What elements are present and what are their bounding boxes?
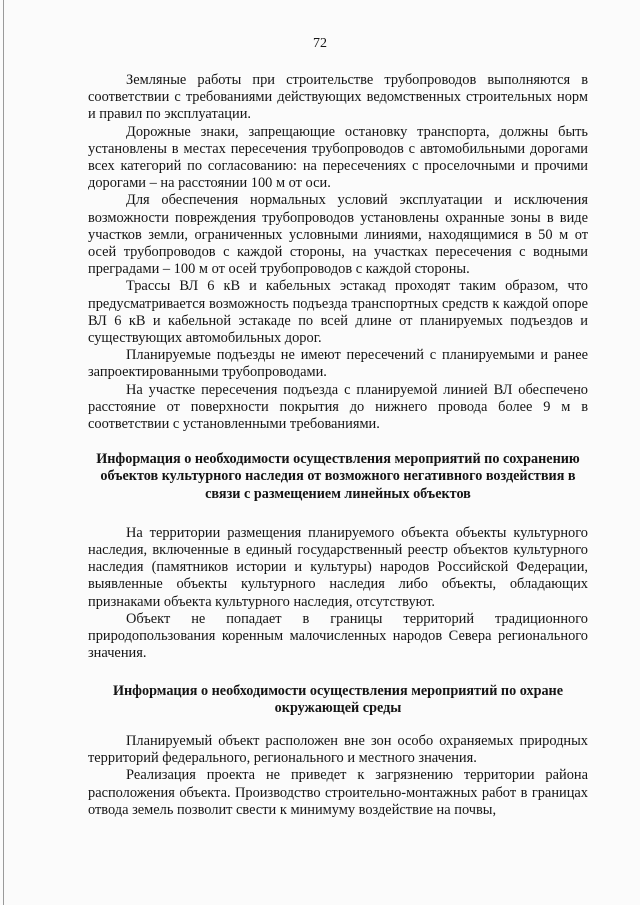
paragraph-project-impact: Реализация проекта не приведет к загрязнению территории района расположения объекта. Производство строительно-монтажных работ в границах отвода земель позволит свести к минимуму воздействие на почвы, <box>88 767 588 818</box>
paragraph-access-roads: Планируемые подъезды не имеют пересечений с планируемыми и ранее запроектированными трубопроводами. <box>88 347 588 381</box>
paragraph-cultural-objects: На территории размещения планируемого объекта объекты культурного наследия, включенные в единый государственный реестр объектов культурного наследия (памятников истории и культуры) народов Российской Федерации, выявленные объекты культурного наследия либо объекты, обладающих признаками объекта культурного наследия, отсутствуют. <box>88 524 588 610</box>
paragraph-road-signs: Дорожные знаки, запрещающие остановку транспорта, должны быть установлены в местах пересечения трубопроводов с автомобильными дорогами всех категорий по согласованию: на пересечениях с проселочными и прочими дорогами – на расстоянии 100 м от оси. <box>88 123 588 192</box>
page-content <box>88 72 588 819</box>
paragraph-earthworks: Земляные работы при строительстве трубопроводов выполняются в соответствии с требованиями действующих ведомственных строительных норм и правил по эксплуатации. <box>88 72 588 123</box>
paragraph-traditional-land-use: Объект не попадает в границы территорий традиционного природопользования коренным малочисленных народов Севера регионального значения. <box>88 610 588 662</box>
heading-cultural-heritage: Информация о необходимости осуществления мероприятий по сохранению объектов культурного наследия от возможного негативного воздействия в связи с размещением линейных объектов <box>96 451 580 502</box>
paragraph-crossing-clearance: На участке пересечения подъезда с планируемой линией ВЛ обеспечено расстояние от поверхности покрытия до нижнего провода более 9 м в соответствии с установленными требованиями. <box>88 381 588 433</box>
heading-environment-protection: Информация о необходимости осуществления мероприятий по охране окружающей среды <box>112 682 564 716</box>
page-number: 72 <box>313 36 327 51</box>
paragraph-protection-zones: Для обеспечения нормальных условий эксплуатации и исключения возможности повреждения трубопроводов установлены охранные зоны в виде участков земли, ограниченных условными линиями, находящимися в 50 м от осей трубопроводов с каждой стороны, на участках пересечения с водными преградами – 100 м от осей трубопроводов с каждой стороны. <box>88 192 588 278</box>
paragraph-power-lines: Трассы ВЛ 6 кВ и кабельных эстакад проходят таким образом, что предусматривается возможность подъезда транспортных средств к каждой опоре ВЛ 6 кВ и кабельной эстакаде по всей длине от планируемых подъездов и существующих автомобильных дорог. <box>88 278 588 347</box>
scan-edge-line <box>3 0 4 905</box>
paragraph-protected-areas: Планируемый объект расположен вне зон особо охраняемых природных территорий федерального, регионального и местного значения. <box>88 732 588 767</box>
